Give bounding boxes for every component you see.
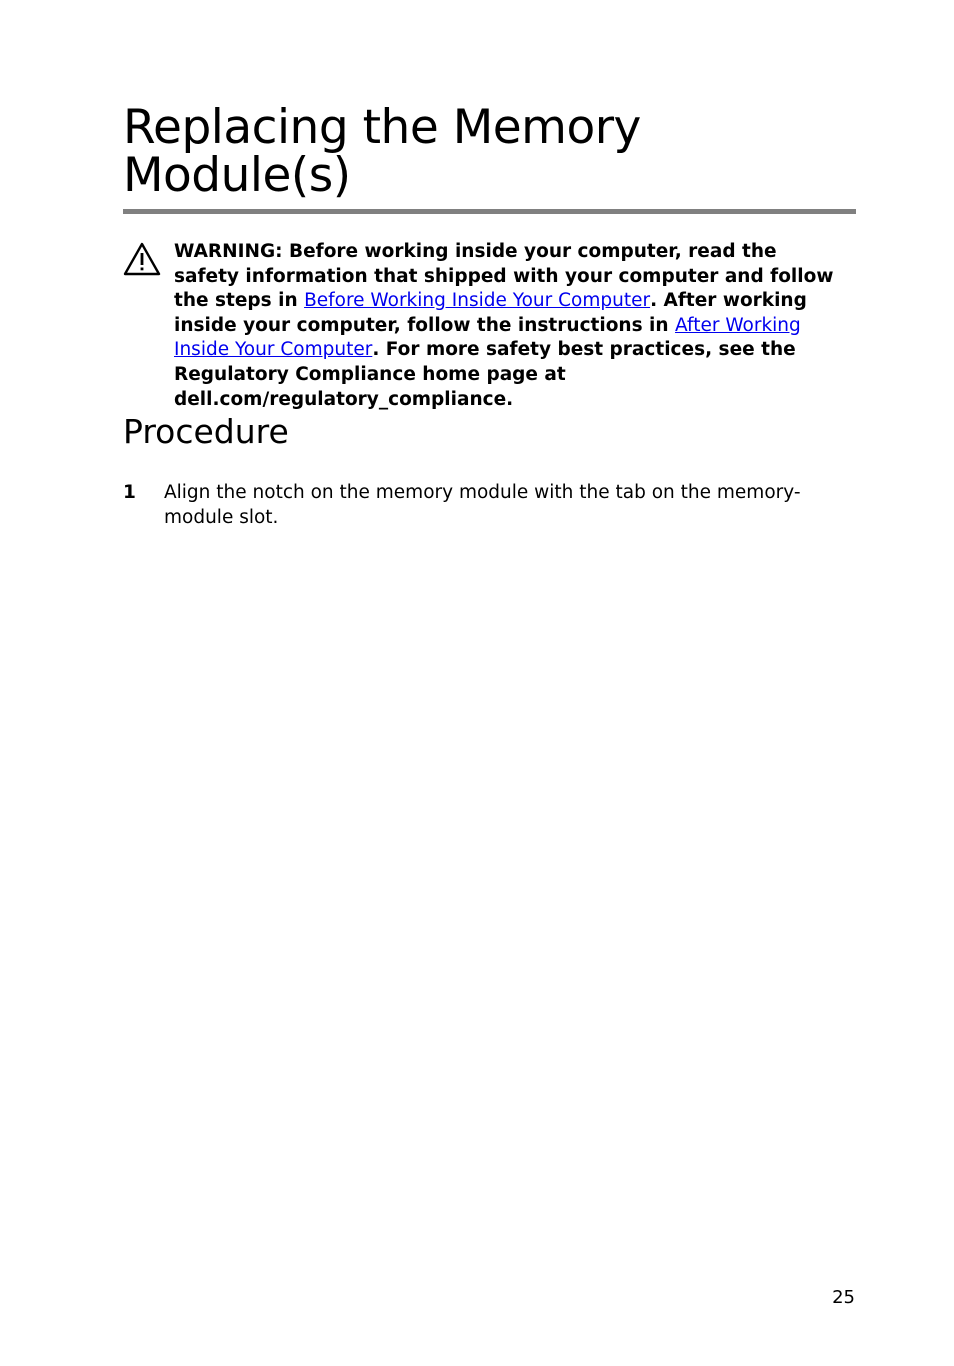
- procedure-step: [123, 480, 843, 530]
- page-number: 25: [832, 1287, 855, 1308]
- warning-text-part: . For more safety best practices, see the Regulatory Compliance home page at dell.com/regulatory_compliance.: [174, 339, 796, 410]
- before-working-link[interactable]: Before Working Inside Your Computer: [304, 290, 651, 312]
- warning-triangle-icon: [123, 242, 161, 276]
- step-text: Align the notch on the memory module with the tab on the memory-module slot.: [164, 482, 801, 528]
- page-title: Replacing the Memory Module(s): [123, 100, 641, 203]
- step-number: 1: [123, 482, 136, 503]
- after-working-link[interactable]: After Working Inside Your Computer: [174, 314, 801, 361]
- warning-text-part: . After working inside your computer, follow the instructions in: [174, 290, 807, 336]
- warning-text-part: WARNING: Before working inside your computer, read the safety information that shipped with your computer and follow the steps in: [174, 241, 834, 312]
- warning-message: [174, 240, 844, 412]
- title-divider: [123, 209, 856, 214]
- section-heading: Procedure: [123, 412, 289, 451]
